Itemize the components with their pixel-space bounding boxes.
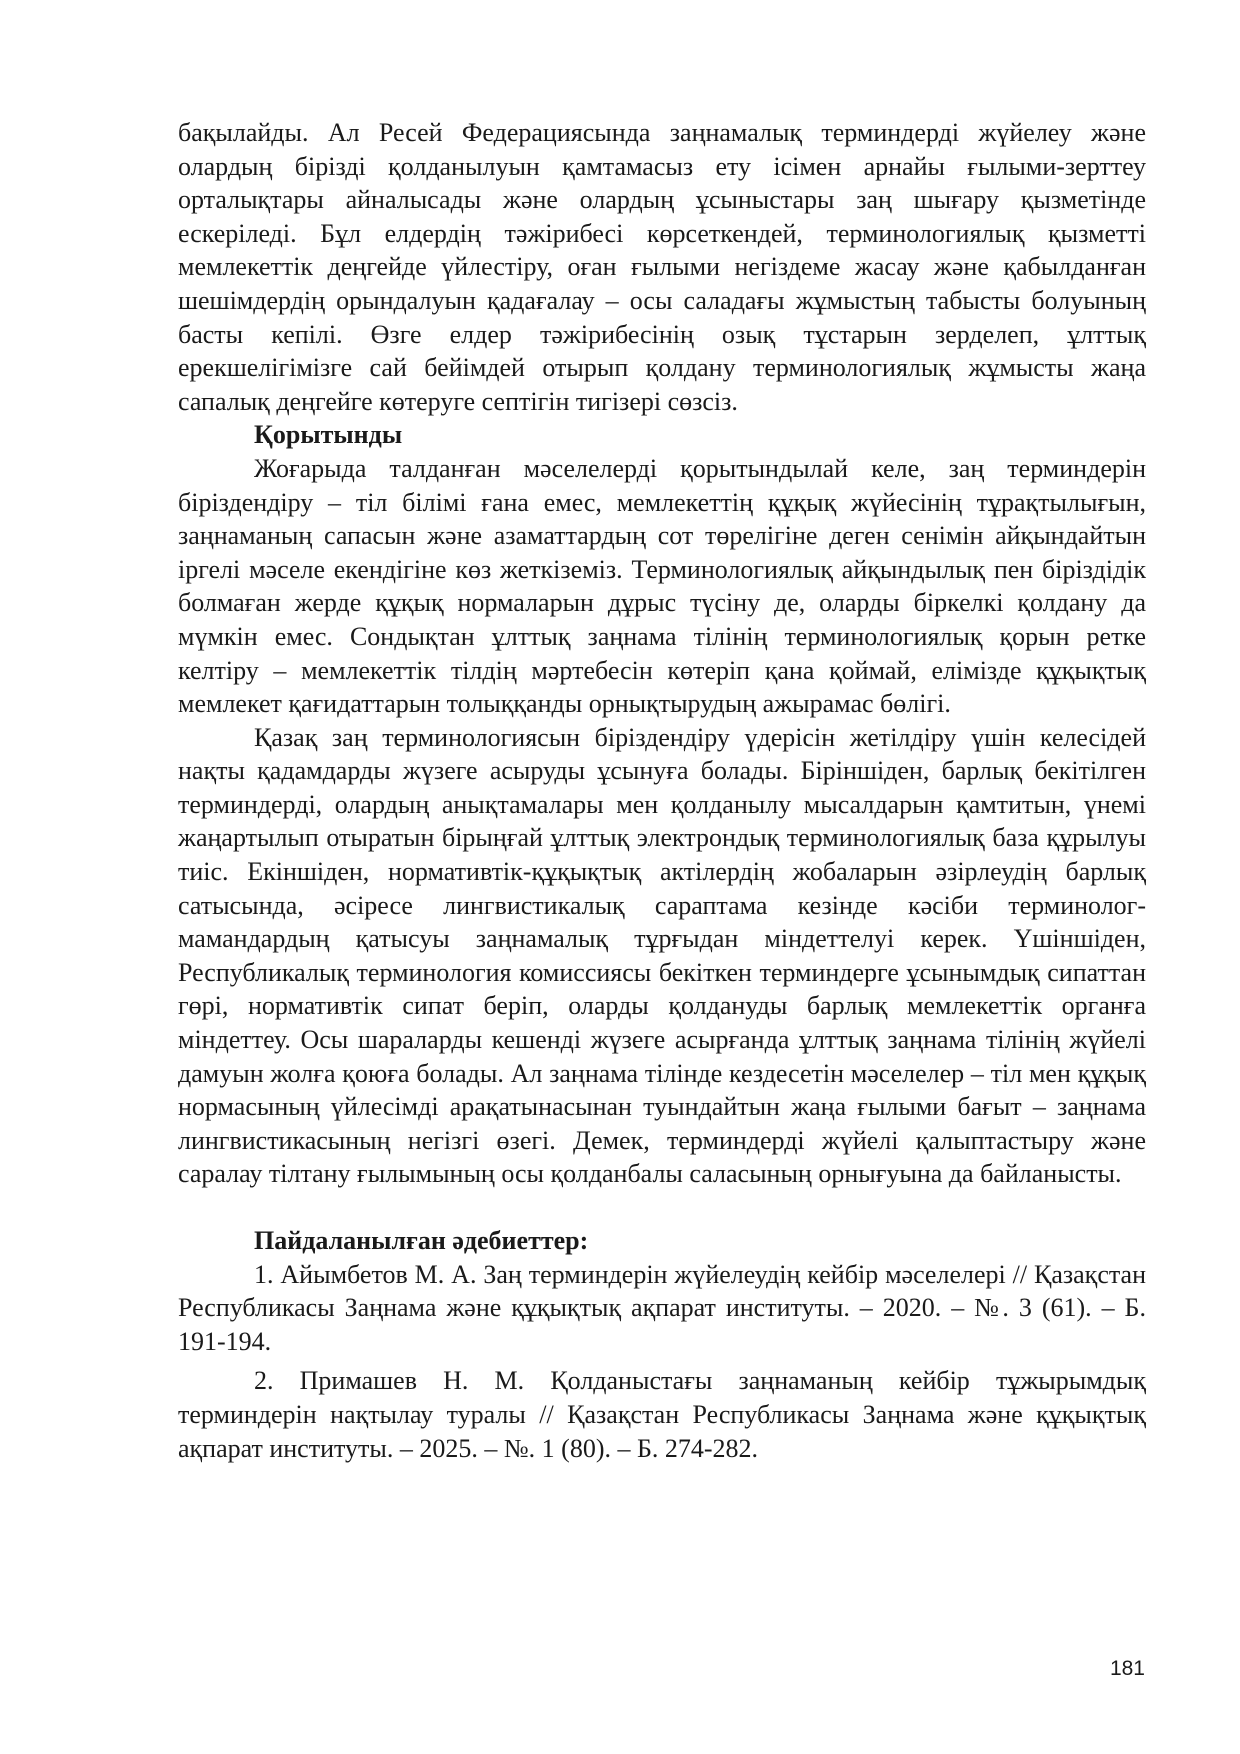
references-list xyxy=(178,1258,1146,1466)
conclusion-paragraph-2: Қазақ заң терминологиясын біріздендіру үдерісін жетілдіру үшін келесідей нақты қадамдарды жүзеге асыруды ұсынуға болады. Біріншіден, барлық бекітілген терминдерді, олардың анықтамалары мен қолданылу мысалдарын қамтитын, үнемі жаңартылып отыратын бірыңғай ұлттық электрондық терминологиялық база құрылуы тиіс. Екіншіден, нормативтік-құқықтық актілердің жобаларын әзірлеудің барлық сатысында, әсіресе лингвистикалық сараптама кезінде кәсіби терминолог-мамандардың қатысуы заңнамалық тұрғыдан міндеттелуі керек. Үшіншіден, Республикалық терминология комиссиясы бекіткен терминдерге ұсынымдық сипаттан гөрі, нормативтік сипат беріп, оларды қолдануды барлық мемлекеттік органға міндеттеу. Осы шараларды кешенді жүзеге асырғанда ұлттық заңнама тілінің жүйелі дамуын жолға қоюға болады. Ал заңнама тілінде кездесетін мәселелер – тіл мен құқық нормасының үйлесімді арақатынасынан туындайтын жаңа ғылыми бағыт – заңнама лингвистикасының негізгі өзегі. Демек, терминдерді жүйелі қалыптастыру және саралау тілтану ғылымының осы қолданбалы саласының орнығуына да байланысты. xyxy=(178,722,1146,1189)
body-paragraph-intro: бақылайды. Ал Ресей Федерациясында заңнамалық терминдерді жүйелеу және олардың бірізді қолданылуын қамтамасыз ету ісімен арнайы ғылыми-зерттеу орталықтары айналысады және олардың ұсыныстары заң шығару қызметінде ескеріледі. Бұл елдердің тәжірибесі көрсеткендей, терминологиялық қызметті мемлекеттік деңгейде үйлестіру, оған ғылыми негіздеме жасау және қабылданған шешімдердің орындалуын қадағалау – осы саладағы жұмыстың табысты болуының басты кепілі. Өзге елдер тәжірибесінің озық тұстарын зерделеп, ұлттық ерекшелігімізге сай бейімдей отырып қолдану терминологиялық жұмысты жаңа сапалық деңгейге көтеруге септігін тигізері сөзсіз. xyxy=(178,118,1146,416)
references-heading: Пайдаланылған әдебиеттер: xyxy=(254,1226,589,1255)
conclusion-heading: Қорытынды xyxy=(254,420,403,450)
conclusion-paragraph-1: Жоғарыда талданған мәселелерді қорытындылай келе, заң терминдерін біріздендіру – тіл білімі ғана емес, мемлекеттің құқық жүйесінің тұрақтылығын, заңнаманың сапасын және азаматтардың сот төрелігіне деген сенімін айқындайтын іргелі мәселе екендігіне көз жеткіземіз. Терминологиялық айқындылық пен біріздідік болмаған жерде құқық нормаларын дұрыс түсіну де, оларды біркелкі қолдану да мүмкін емес. Сондықтан ұлттық заңнама тілінің терминологиялық қорын ретке келтіру – мемлекеттік тілдің мәртебесін көтеріп қана қоймай, елімізде құқықтық мемлекет қағидаттарын толыққанды орнықтырудың ажырамас бөлігі. xyxy=(178,453,1146,719)
page-number: 181 xyxy=(1109,1657,1145,1680)
page-content xyxy=(178,116,1146,1471)
reference-item: 2. Примашев Н. М. Қолданыстағы заңнаманың кейбір тұжырымдық терминдерін нақтылау туралы // Қазақстан Республикасы Заңнама және құқықтық ақпарат институты. – 2025. – №. 1 (80). – Б. 274-282. xyxy=(178,1366,1146,1463)
reference-item: 1. Айымбетов М. А. Заң терминдерін жүйелеудің кейбір мәселелері // Қазақстан Республикасы Заңнама және құқықтық ақпарат институты. – 2020. – №. 3 (61). – Б. 191-194. xyxy=(178,1259,1146,1356)
